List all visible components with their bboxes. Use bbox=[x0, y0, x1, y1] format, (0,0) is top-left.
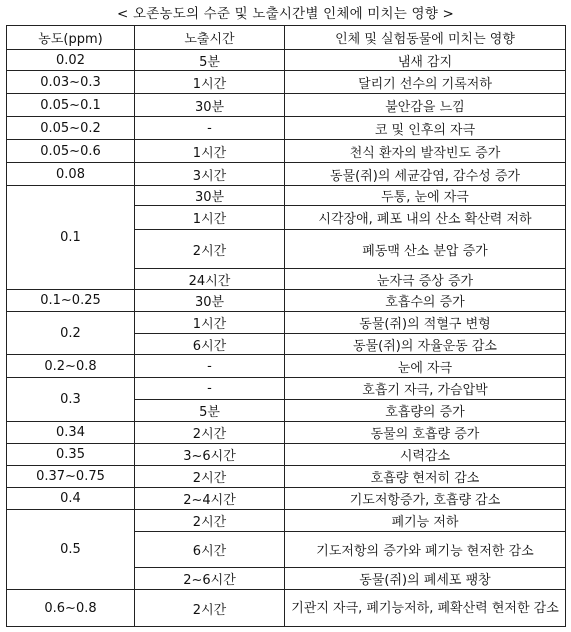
table-row bbox=[7, 186, 566, 206]
exposure-time-cell: - bbox=[135, 355, 285, 378]
header-row bbox=[7, 26, 566, 50]
table-row bbox=[7, 510, 566, 532]
exposure-time-cell: - bbox=[135, 378, 285, 400]
concentration-cell: 0.5 bbox=[7, 510, 135, 590]
exposure-time-cell: 6시간 bbox=[135, 532, 285, 568]
effect-cell: 불안감을 느낌 bbox=[285, 94, 566, 117]
table-row bbox=[7, 355, 566, 378]
effect-cell: 눈자극 증상 증가 bbox=[285, 269, 566, 290]
concentration-cell: 0.37~0.75 bbox=[7, 466, 135, 488]
effect-cell: 눈에 자극 bbox=[285, 355, 566, 378]
exposure-time-cell: 5분 bbox=[135, 400, 285, 422]
exposure-time-cell: 30분 bbox=[135, 94, 285, 117]
table-row bbox=[7, 378, 566, 400]
effect-cell: 폐동맥 산소 분압 증가 bbox=[285, 230, 566, 269]
table-row bbox=[7, 94, 566, 117]
concentration-cell: 0.3 bbox=[7, 378, 135, 422]
exposure-time-cell: 2시간 bbox=[135, 466, 285, 488]
effect-cell: 호흡수의 증가 bbox=[285, 290, 566, 312]
exposure-time-cell: 1시간 bbox=[135, 312, 285, 334]
concentration-cell: 0.05~0.6 bbox=[7, 140, 135, 163]
effect-cell: 폐기능 저하 bbox=[285, 510, 566, 532]
concentration-cell: 0.02 bbox=[7, 50, 135, 71]
exposure-time-cell: 2시간 bbox=[135, 422, 285, 444]
concentration-cell: 0.2 bbox=[7, 312, 135, 355]
concentration-cell: 0.05~0.1 bbox=[7, 94, 135, 117]
table-row bbox=[7, 140, 566, 163]
concentration-cell: 0.05~0.2 bbox=[7, 117, 135, 140]
exposure-time-cell: 2시간 bbox=[135, 510, 285, 532]
effect-cell: 기도저항의 증가와 폐기능 현저한 감소 bbox=[285, 532, 566, 568]
exposure-time-cell: 1시간 bbox=[135, 140, 285, 163]
exposure-time-cell: 2시간 bbox=[135, 230, 285, 269]
table-row bbox=[7, 466, 566, 488]
exposure-time-cell: 3~6시간 bbox=[135, 444, 285, 466]
effect-cell: 기도저항증가, 호흡량 감소 bbox=[285, 488, 566, 510]
concentration-cell: 0.1 bbox=[7, 186, 135, 290]
ozone-effects-table bbox=[6, 25, 566, 627]
header-exposure-time: 노출시간 bbox=[135, 26, 285, 50]
table-body bbox=[7, 50, 566, 627]
effect-cell: 기관지 자극, 폐기능저하, 폐확산력 현저한 감소 bbox=[285, 590, 566, 627]
effect-cell: 시각장애, 폐포 내의 산소 확산력 저하 bbox=[285, 206, 566, 230]
exposure-time-cell: 30분 bbox=[135, 290, 285, 312]
effect-cell: 동물(쥐)의 폐세포 팽창 bbox=[285, 568, 566, 590]
concentration-cell: 0.2~0.8 bbox=[7, 355, 135, 378]
exposure-time-cell: 2시간 bbox=[135, 590, 285, 627]
table-title: < 오존농도의 수준 및 노출시간별 인체에 미치는 영향 > bbox=[116, 6, 454, 22]
effect-cell: 두통, 눈에 자극 bbox=[285, 186, 566, 206]
exposure-time-cell: 3시간 bbox=[135, 163, 285, 186]
table-header bbox=[7, 26, 566, 50]
effect-cell: 호흡량의 증가 bbox=[285, 400, 566, 422]
exposure-time-cell: 1시간 bbox=[135, 71, 285, 94]
concentration-cell: 0.6~0.8 bbox=[7, 590, 135, 627]
concentration-cell: 0.08 bbox=[7, 163, 135, 186]
concentration-cell: 0.35 bbox=[7, 444, 135, 466]
concentration-cell: 0.34 bbox=[7, 422, 135, 444]
effect-cell: 달리기 선수의 기록저하 bbox=[285, 71, 566, 94]
header-effects: 인체 및 실험동물에 미치는 영향 bbox=[285, 26, 566, 50]
table-row bbox=[7, 488, 566, 510]
effect-cell: 동물(쥐)의 세균감염, 감수성 증가 bbox=[285, 163, 566, 186]
table-row bbox=[7, 422, 566, 444]
table-row bbox=[7, 50, 566, 71]
effect-cell: 코 및 인후의 자극 bbox=[285, 117, 566, 140]
exposure-time-cell: - bbox=[135, 117, 285, 140]
table-row bbox=[7, 444, 566, 466]
effect-cell: 동물(쥐)의 자율운동 감소 bbox=[285, 334, 566, 355]
table-row bbox=[7, 290, 566, 312]
table-row bbox=[7, 117, 566, 140]
effect-cell: 천식 환자의 발작빈도 증가 bbox=[285, 140, 566, 163]
table-row bbox=[7, 590, 566, 627]
concentration-cell: 0.1~0.25 bbox=[7, 290, 135, 312]
exposure-time-cell: 2~4시간 bbox=[135, 488, 285, 510]
table-row bbox=[7, 312, 566, 334]
effect-cell: 동물의 호흡량 증가 bbox=[285, 422, 566, 444]
exposure-time-cell: 30분 bbox=[135, 186, 285, 206]
exposure-time-cell: 6시간 bbox=[135, 334, 285, 355]
effect-cell: 호흡량 현저히 감소 bbox=[285, 466, 566, 488]
effect-cell: 동물(쥐)의 적혈구 변형 bbox=[285, 312, 566, 334]
exposure-time-cell: 2~6시간 bbox=[135, 568, 285, 590]
effect-cell: 시력감소 bbox=[285, 444, 566, 466]
exposure-time-cell: 1시간 bbox=[135, 206, 285, 230]
concentration-cell: 0.03~0.3 bbox=[7, 71, 135, 94]
exposure-time-cell: 5분 bbox=[135, 50, 285, 71]
exposure-time-cell: 24시간 bbox=[135, 269, 285, 290]
effect-cell: 냄새 감지 bbox=[285, 50, 566, 71]
concentration-cell: 0.4 bbox=[7, 488, 135, 510]
table-row bbox=[7, 163, 566, 186]
effect-cell: 호흡기 자극, 가슴압박 bbox=[285, 378, 566, 400]
header-concentration: 농도(ppm) bbox=[7, 26, 135, 50]
table-row bbox=[7, 71, 566, 94]
